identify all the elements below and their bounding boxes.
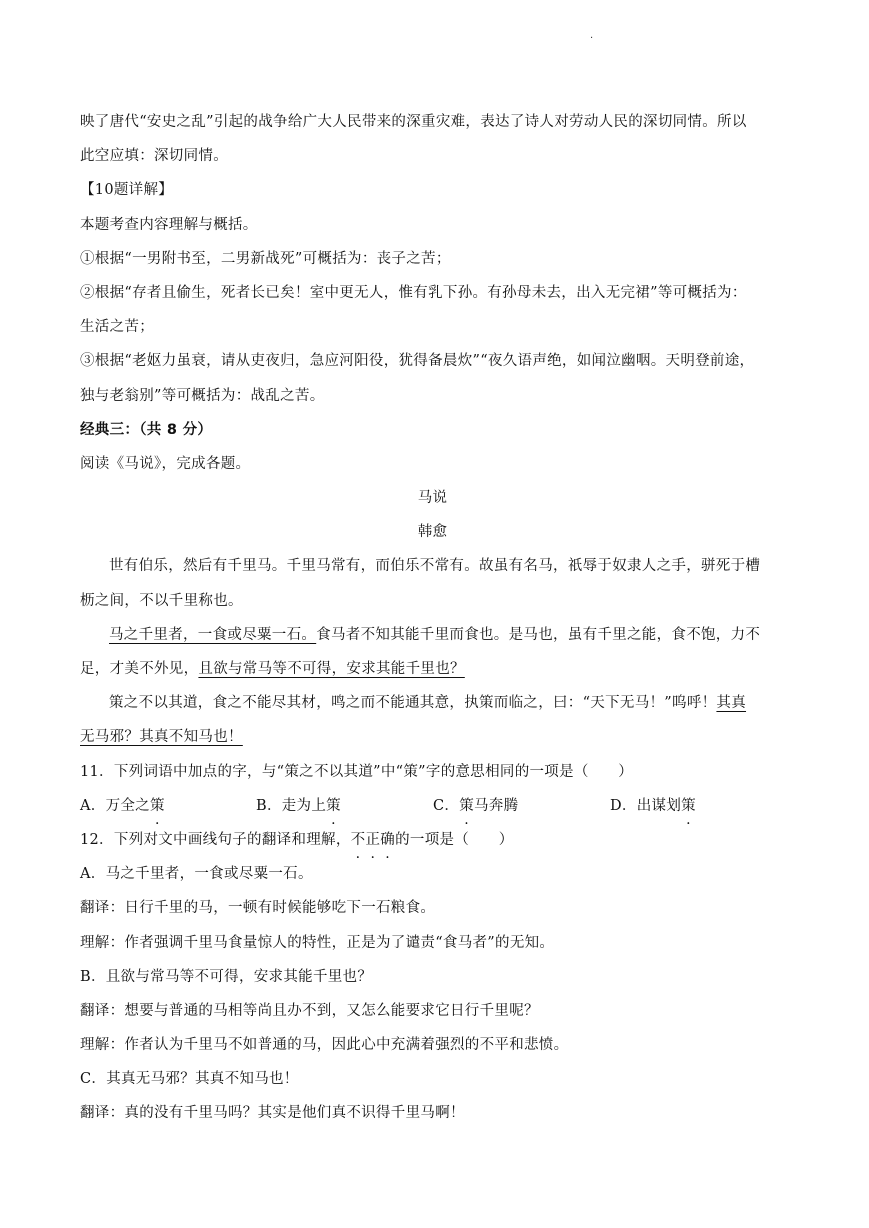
passage-line — [80, 623, 785, 657]
translation-line: 翻译：想要与普通的马相等尚且办不到，又怎么能要求它日行千里呢？ — [80, 1002, 539, 1019]
passage-line — [80, 657, 785, 691]
option-c-line: C．其真无马邪？其真不知马也！ — [80, 1071, 299, 1088]
option-b-line: B．且欲与常马等不可得，安求其能千里也？ — [80, 968, 373, 985]
emphasis-dot-char: 不 — [350, 831, 366, 848]
underlined-sentence: 马之千里者，一食或尽粟一石。 — [109, 626, 317, 643]
underlined-sentence: 无马邪？其真不知马也！ — [80, 729, 243, 746]
passage-line: 世有伯乐，然后有千里马。千里马常有，而伯乐不常有。故虽有名马，祇辱于奴隶人之手，骈死于槽 — [109, 558, 761, 575]
option-b: B．走为上策 — [256, 794, 341, 818]
section-heading-classic-3: 经典三：（共 8 分） — [80, 421, 213, 438]
option-c: C．策马奔腾 — [433, 794, 518, 818]
paragraph-line: 映了唐代“安史之乱”引起的战争给广大人民带来的深重灾难，表达了诗人对劳动人民的深切同情。所以 — [80, 114, 747, 130]
paragraph-line: ③根据“老妪力虽衰，请从吏夜归，急应河阳役，犹得备晨炊”“夜久语声绝，如闻泣幽咽。天明登前途， — [80, 353, 755, 370]
emphasis-dot-char: 策 — [149, 797, 165, 814]
question-11-options — [80, 794, 785, 828]
emphasis-dot-char: 确 — [380, 831, 396, 848]
paragraph-line: 此空应填：深切同情。 — [80, 148, 228, 165]
paragraph-line: 独与老翁别”等可概括为：战乱之苦。 — [80, 387, 325, 404]
paragraph-line: 本题考查内容理解与概括。 — [80, 216, 258, 233]
header-dot: . — [590, 30, 594, 41]
passage-line — [80, 691, 785, 725]
underlined-sentence: 其真 — [716, 695, 747, 712]
emphasis-dot-char: 策 — [459, 797, 475, 814]
question-11: 11．下列词语中加点的字，与“策之不以其道”中“策”字的意思相同的一项是（ ） — [80, 763, 634, 780]
section-heading-q10: 【10题详解】 — [80, 182, 174, 199]
underlined-sentence: 且欲与常马等不可得，安求其能千里也？ — [198, 661, 465, 677]
option-a-line: A．马之千里者，一食或尽粟一石。 — [80, 866, 313, 883]
poem-title: 马说 — [417, 490, 448, 507]
paragraph-line: 生活之苦； — [80, 319, 154, 336]
paragraph-line: ①根据“一男附书至，二男新战死”可概括为：丧子之苦； — [80, 250, 451, 267]
understanding-line: 理解：作者认为千里马不如普通的马，因此心中充满着强烈的不平和悲愤。 — [80, 1037, 569, 1054]
document-body — [80, 110, 785, 1136]
translation-line: 翻译：真的没有千里马吗？其实是他们真不识得千里马啊！ — [80, 1105, 465, 1122]
instruction-line: 阅读《马说》，完成各题。 — [80, 455, 251, 472]
passage-text: 食马者不知其能千里而食也。是马也，虽有千里之能，食不饱，力不 — [316, 626, 761, 643]
option-d: D．出谋划策 — [610, 794, 696, 818]
passage-line: 枥之间，不以千里称也。 — [80, 592, 243, 609]
question-12: 12．下列对文中画线句子的翻译和理解，不正确的一项是（ ） — [80, 828, 785, 862]
understanding-line: 理解：作者强调千里马食量惊人的特性，正是为了谴责“食马者”的无知。 — [80, 934, 555, 951]
translation-line: 翻译：日行千里的马，一顿有时候能够吃下一石粮食。 — [80, 900, 436, 917]
poem-author: 韩愈 — [417, 524, 448, 541]
emphasis-dot-char: 正 — [365, 831, 381, 848]
passage-text: 策之不以其道，食之不能尽其材，鸣之而不能通其意，执策而临之，曰：“天下无马！”呜呼！ — [109, 695, 717, 712]
passage-text: 足，才美不外见， — [80, 661, 199, 677]
emphasis-dot-char: 策 — [681, 797, 696, 814]
passage-line — [80, 725, 785, 759]
emphasis-dot-char: 策 — [326, 797, 341, 814]
paragraph-line: ②根据“存者且偷生，死者长已矣！室中更无人，惟有乳下孙。有孙母未去，出入无完裙”等可概括为： — [80, 284, 747, 301]
option-a: A．万全之策 — [80, 794, 165, 818]
